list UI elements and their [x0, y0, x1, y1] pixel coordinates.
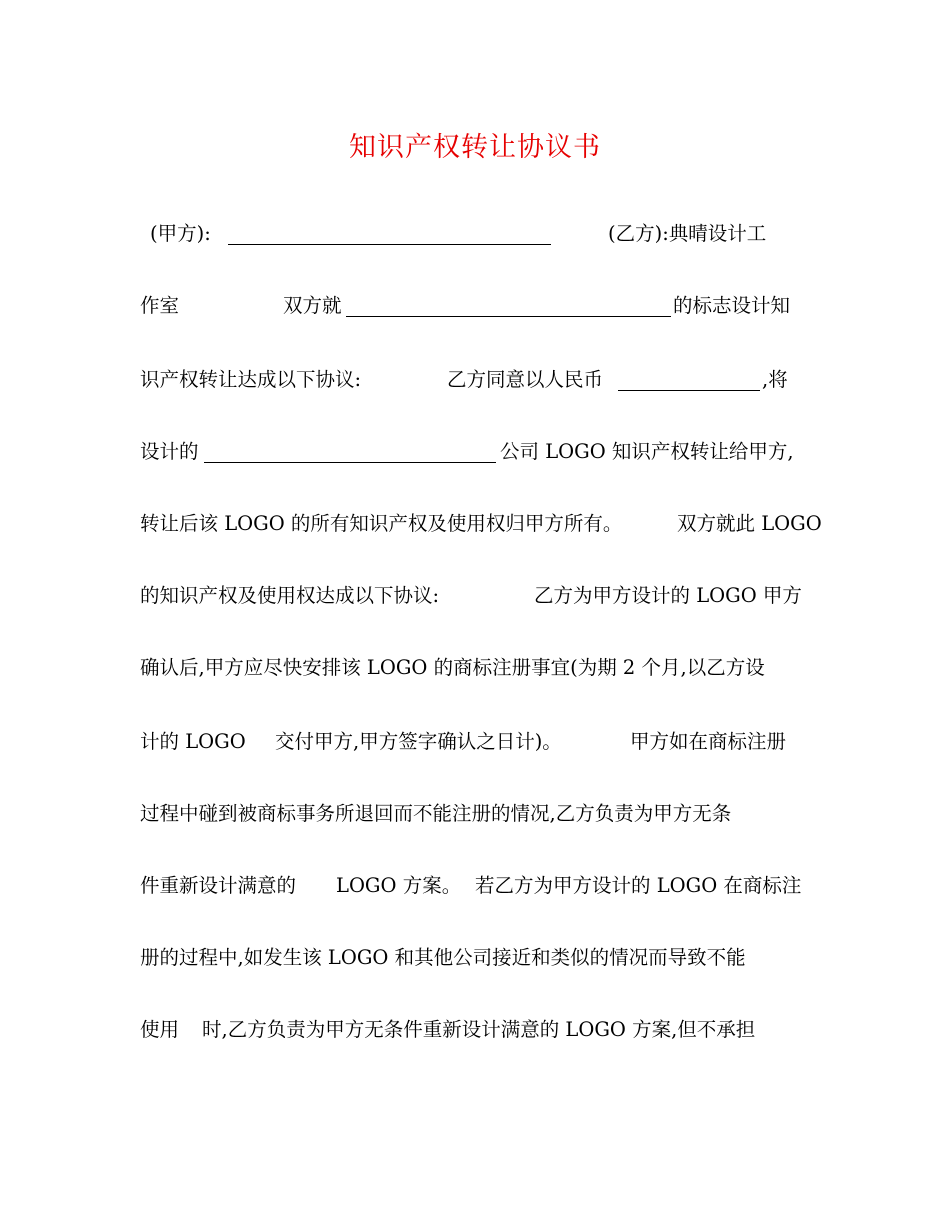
paragraph-line-3: [140, 360, 820, 400]
paragraph-line-5: [140, 504, 820, 544]
paragraph-line-11: [140, 938, 820, 978]
line-3-text-a: 识产权转让达成以下协议:: [140, 368, 362, 391]
line-2-text-a: 作室: [140, 294, 180, 317]
line-12-text-b: 时,乙方负责为甲方无条件重新设计满意的 LOGO 方案,但不承担: [202, 1018, 756, 1041]
line-12-text-a: 使用: [140, 1018, 180, 1041]
paragraph-line-10: [140, 866, 820, 906]
line-7-text-a: 确认后,甲方应尽快安排该 LOGO 的商标注册事宜(为期 2 个月,以乙方设: [140, 656, 765, 679]
line-10-text-b: LOGO 方案。: [336, 874, 462, 897]
line-2-text-b: 双方就: [283, 294, 342, 317]
party-a-label: (甲方):: [150, 222, 211, 245]
paragraph-line-4: [140, 432, 820, 472]
line-10-text-a: 件重新设计满意的: [140, 874, 297, 897]
line-6-text-a: 的知识产权及使用权达成以下协议:: [140, 584, 440, 607]
line-2-text-c: 的标志设计知: [673, 294, 791, 317]
paragraph-line-9: [140, 794, 820, 834]
line-3-text-c: ,将: [762, 368, 788, 391]
paragraph-line-6: [140, 576, 820, 616]
party-b-label: (乙方):典晴设计工: [608, 222, 767, 245]
line-4-text-b: 公司 LOGO 知识产权转让给甲方,: [500, 440, 794, 463]
amount-blank: [618, 390, 760, 391]
party-a-blank: [228, 244, 551, 245]
project-name-blank: [346, 316, 671, 317]
paragraph-line-1: [140, 214, 820, 254]
paragraph-line-8: [140, 722, 820, 762]
company-name-blank: [204, 462, 496, 463]
line-8-text-a: 计的 LOGO: [140, 730, 246, 753]
line-8-text-c: 甲方如在商标注册: [630, 730, 787, 753]
document-title: 知识产权转让协议书: [349, 132, 601, 163]
paragraph-line-2: [140, 286, 820, 326]
paragraph-line-12: [140, 1010, 820, 1050]
line-5-text-b: 双方就此 LOGO: [677, 512, 822, 535]
line-9-text-a: 过程中碰到被商标事务所退回而不能注册的情况,乙方负责为甲方无条: [140, 802, 732, 825]
line-4-text-a: 设计的: [140, 440, 199, 463]
line-8-text-b: 交付甲方,甲方签字确认之日计)。: [275, 730, 562, 753]
line-3-text-b: 乙方同意以人民币: [447, 368, 604, 391]
line-11-text-a: 册的过程中,如发生该 LOGO 和其他公司接近和类似的情况而导致不能: [140, 946, 746, 969]
paragraph-line-7: [140, 648, 820, 688]
line-5-text-a: 转让后该 LOGO 的所有知识产权及使用权归甲方所有。: [140, 512, 623, 535]
line-6-text-b: 乙方为甲方设计的 LOGO 甲方: [534, 584, 802, 607]
line-10-text-c: 若乙方为甲方设计的 LOGO 在商标注: [475, 874, 802, 897]
